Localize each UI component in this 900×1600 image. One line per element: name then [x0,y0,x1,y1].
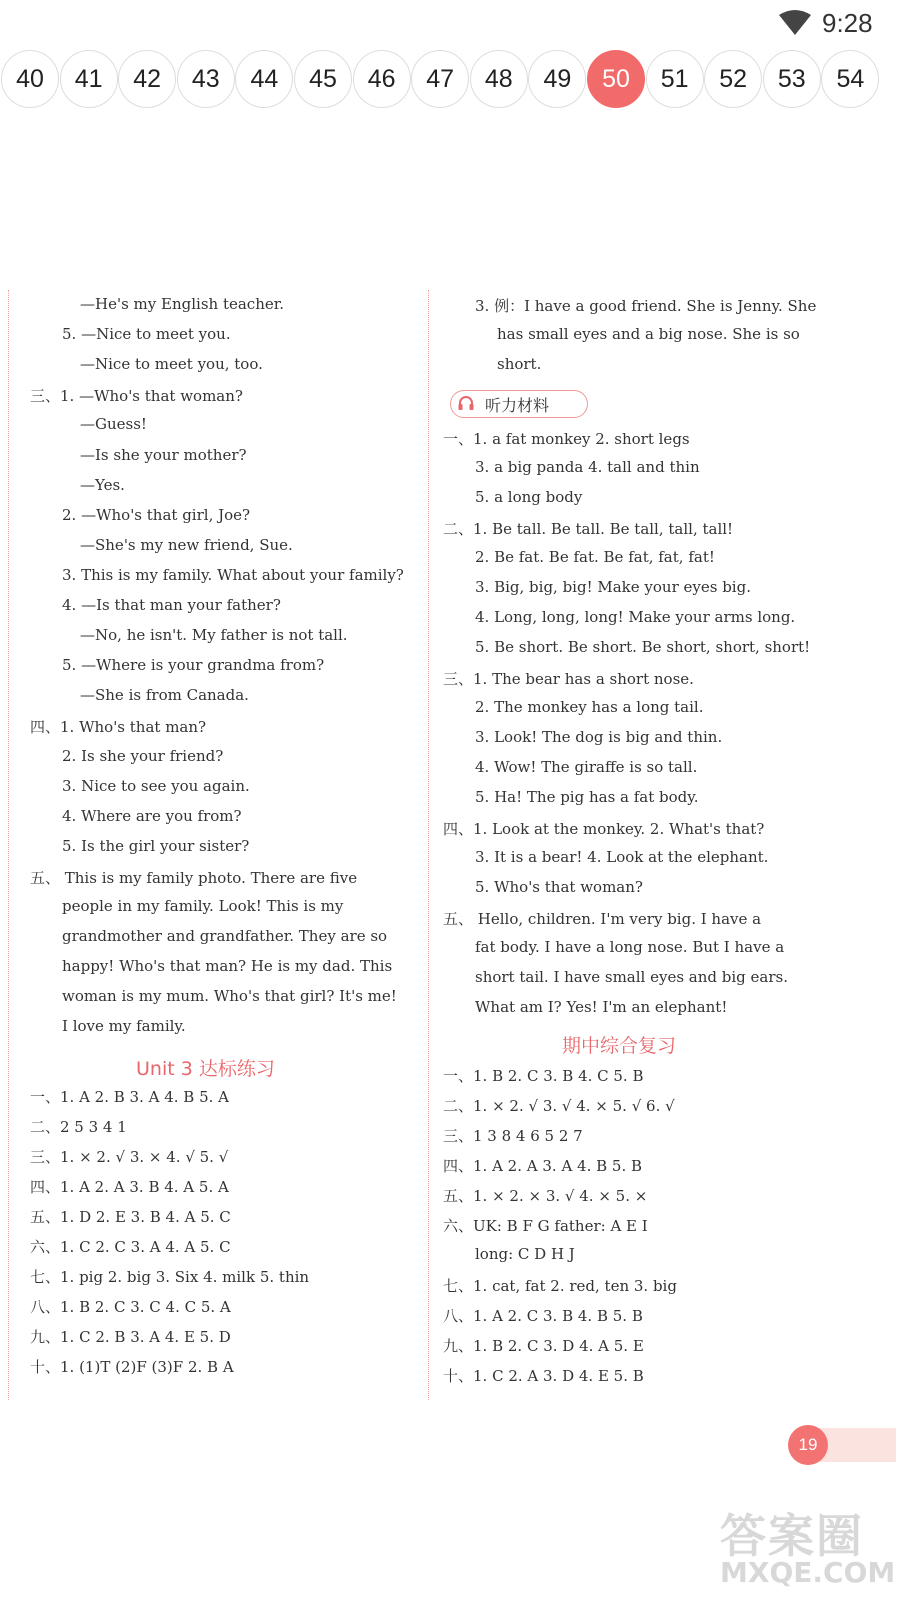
text-line: 二、2 5 3 4 1 [30,1117,127,1136]
text-line: 五、 Hello, children. I'm very big. I have a [443,910,762,928]
answer-page [0,290,900,1410]
text-line: 2. —Who's that girl, Joe? [62,505,251,524]
listening-label-text: 听力材料 [485,396,550,415]
text-line: 5. —Where is your grandma from? [62,656,325,675]
text-line: grandmother and grandfather. They are so [62,927,388,946]
page-button-46[interactable]: 46 [353,50,411,108]
headphones-icon [457,394,475,412]
text-line: 3. Big, big, big! Make your eyes big. [475,578,751,596]
text-line: 5. Ha! The pig has a fat body. [475,788,699,806]
text-line: 4. Wow! The giraffe is so tall. [475,758,698,776]
text-line: long: C D H J [475,1245,575,1263]
text-line: 九、1. C 2. B 3. A 4. E 5. D [30,1327,231,1346]
watermark [712,1500,897,1595]
text-line: —She's my new friend, Sue. [80,535,293,554]
text-line: 3. Nice to see you again. [62,776,250,795]
text-line: people in my family. Look! This is my [62,897,344,915]
text-line: 二、1. Be tall. Be tall. Be tall, tall, tall! [443,520,734,538]
text-line: What am I? Yes! I'm an elephant! [475,998,728,1016]
text-line: —He's my English teacher. [80,295,285,313]
text-line: 5. a long body [475,488,583,506]
text-line: 六、1. C 2. C 3. A 4. A 5. C [30,1237,231,1256]
text-line: 4. Where are you from? [62,806,242,825]
text-line: 3. This is my family. What about your family? [62,565,404,584]
text-line: 三、1. —Who's that woman? [30,387,243,406]
text-line: 四、1. Who's that man? [30,718,207,737]
text-line: 4. —Is that man your father? [62,596,281,614]
page-button-52[interactable]: 52 [704,50,762,108]
text-line: 三、1 3 8 4 6 5 2 7 [443,1127,583,1145]
text-line: —Guess! [80,415,147,434]
text-line: short tail. I have small eyes and big ears. [475,968,788,986]
page-button-42[interactable]: 42 [118,50,176,108]
text-line: 三、1. × 2. √ 3. × 4. √ 5. √ [30,1147,229,1166]
text-line: 5. Be short. Be short. Be short, short, short! [475,638,811,656]
section-heading: Unit 3 达标练习 [136,1057,275,1080]
text-line: 五、1. D 2. E 3. B 4. A 5. C [30,1207,231,1226]
text-line: happy! Who's that man? He is my dad. This [62,957,393,976]
text-line: 五、 This is my family photo. There are five [30,868,358,887]
page-button-41[interactable]: 41 [60,50,118,108]
text-line: —Yes. [80,475,125,494]
status-bar [0,0,900,46]
text-line: 七、1. cat, fat 2. red, ten 3. big [443,1277,677,1295]
text-line: 5. —Nice to meet you. [62,325,231,344]
text-line: 3. Look! The dog is big and thin. [475,728,723,746]
text-line: has small eyes and a big nose. She is so [497,325,800,343]
page-button-53[interactable]: 53 [763,50,821,108]
page-selector [0,50,900,110]
text-line: 四、1. A 2. A 3. B 4. A 5. A [30,1177,229,1196]
listening-label [450,390,588,418]
text-line: 五、1. × 2. × 3. √ 4. × 5. × [443,1187,648,1205]
text-line: 二、1. × 2. √ 3. √ 4. × 5. √ 6. √ [443,1097,675,1115]
text-line: —No, he isn't. My father is not tall. [80,626,348,645]
text-line: —Is she your mother? [80,445,247,464]
column-divider [428,290,429,1400]
text-line: 三、1. The bear has a short nose. [443,670,694,688]
text-line: 八、1. A 2. C 3. B 4. B 5. B [443,1307,643,1325]
text-line: 2. Be fat. Be fat. Be fat, fat, fat! [475,548,715,566]
text-line: 四、1. A 2. A 3. A 4. B 5. B [443,1157,643,1175]
text-line: 5. Is the girl your sister? [62,836,250,855]
text-line: 一、1. B 2. C 3. B 4. C 5. B [443,1067,644,1085]
text-line: —Nice to meet you, too. [80,355,263,374]
left-margin-line [8,290,9,1400]
text-line: 5. Who's that woman? [475,878,643,896]
watermark-bottom: MXQE.COM [720,1556,896,1589]
text-line: 六、UK: B F G father: A E I [443,1217,648,1235]
text-line: woman is my mum. Who's that girl? It's me! [62,987,397,1006]
text-line: 一、1. A 2. B 3. A 4. B 5. A [30,1087,230,1106]
page-button-48[interactable]: 48 [470,50,528,108]
watermark-top: 答案圈 [720,1509,864,1563]
page-button-49[interactable]: 49 [528,50,586,108]
page-button-50[interactable]: 50 [587,50,645,108]
text-line: 2. The monkey has a long tail. [475,698,704,716]
text-line: 3. 例：I have a good friend. She is Jenny. She [475,297,817,315]
page-button-43[interactable]: 43 [177,50,235,108]
text-line: 九、1. B 2. C 3. D 4. A 5. E [443,1337,644,1355]
text-line: 3. It is a bear! 4. Look at the elephant. [475,848,769,866]
page-button-51[interactable]: 51 [646,50,704,108]
text-line: 七、1. pig 2. big 3. Six 4. milk 5. thin [30,1267,310,1286]
text-line: short. [497,355,542,373]
text-line: fat body. I have a long nose. But I have a [475,938,785,956]
text-line: 十、1. C 2. A 3. D 4. E 5. B [443,1367,644,1385]
wifi-icon [778,10,812,36]
page-button-44[interactable]: 44 [235,50,293,108]
text-line: 一、1. a fat monkey 2. short legs [443,430,690,448]
page-number: 19 [788,1425,828,1465]
page-button-45[interactable]: 45 [294,50,352,108]
text-line: 八、1. B 2. C 3. C 4. C 5. A [30,1297,231,1316]
text-line: 3. a big panda 4. tall and thin [475,458,700,476]
text-line: 十、1. (1)T (2)F (3)F 2. B A [30,1357,234,1376]
status-time: 9:28 [822,8,873,38]
section-heading: 期中综合复习 [562,1035,677,1057]
text-line: 2. Is she your friend? [62,746,224,765]
text-line: 4. Long, long, long! Make your arms long. [475,608,796,626]
page-button-40[interactable]: 40 [1,50,59,108]
text-line: 四、1. Look at the monkey. 2. What's that? [443,820,765,838]
page-button-47[interactable]: 47 [411,50,469,108]
text-line: I love my family. [62,1017,186,1036]
text-line: —She is from Canada. [80,686,249,705]
page-button-54[interactable]: 54 [821,50,879,108]
